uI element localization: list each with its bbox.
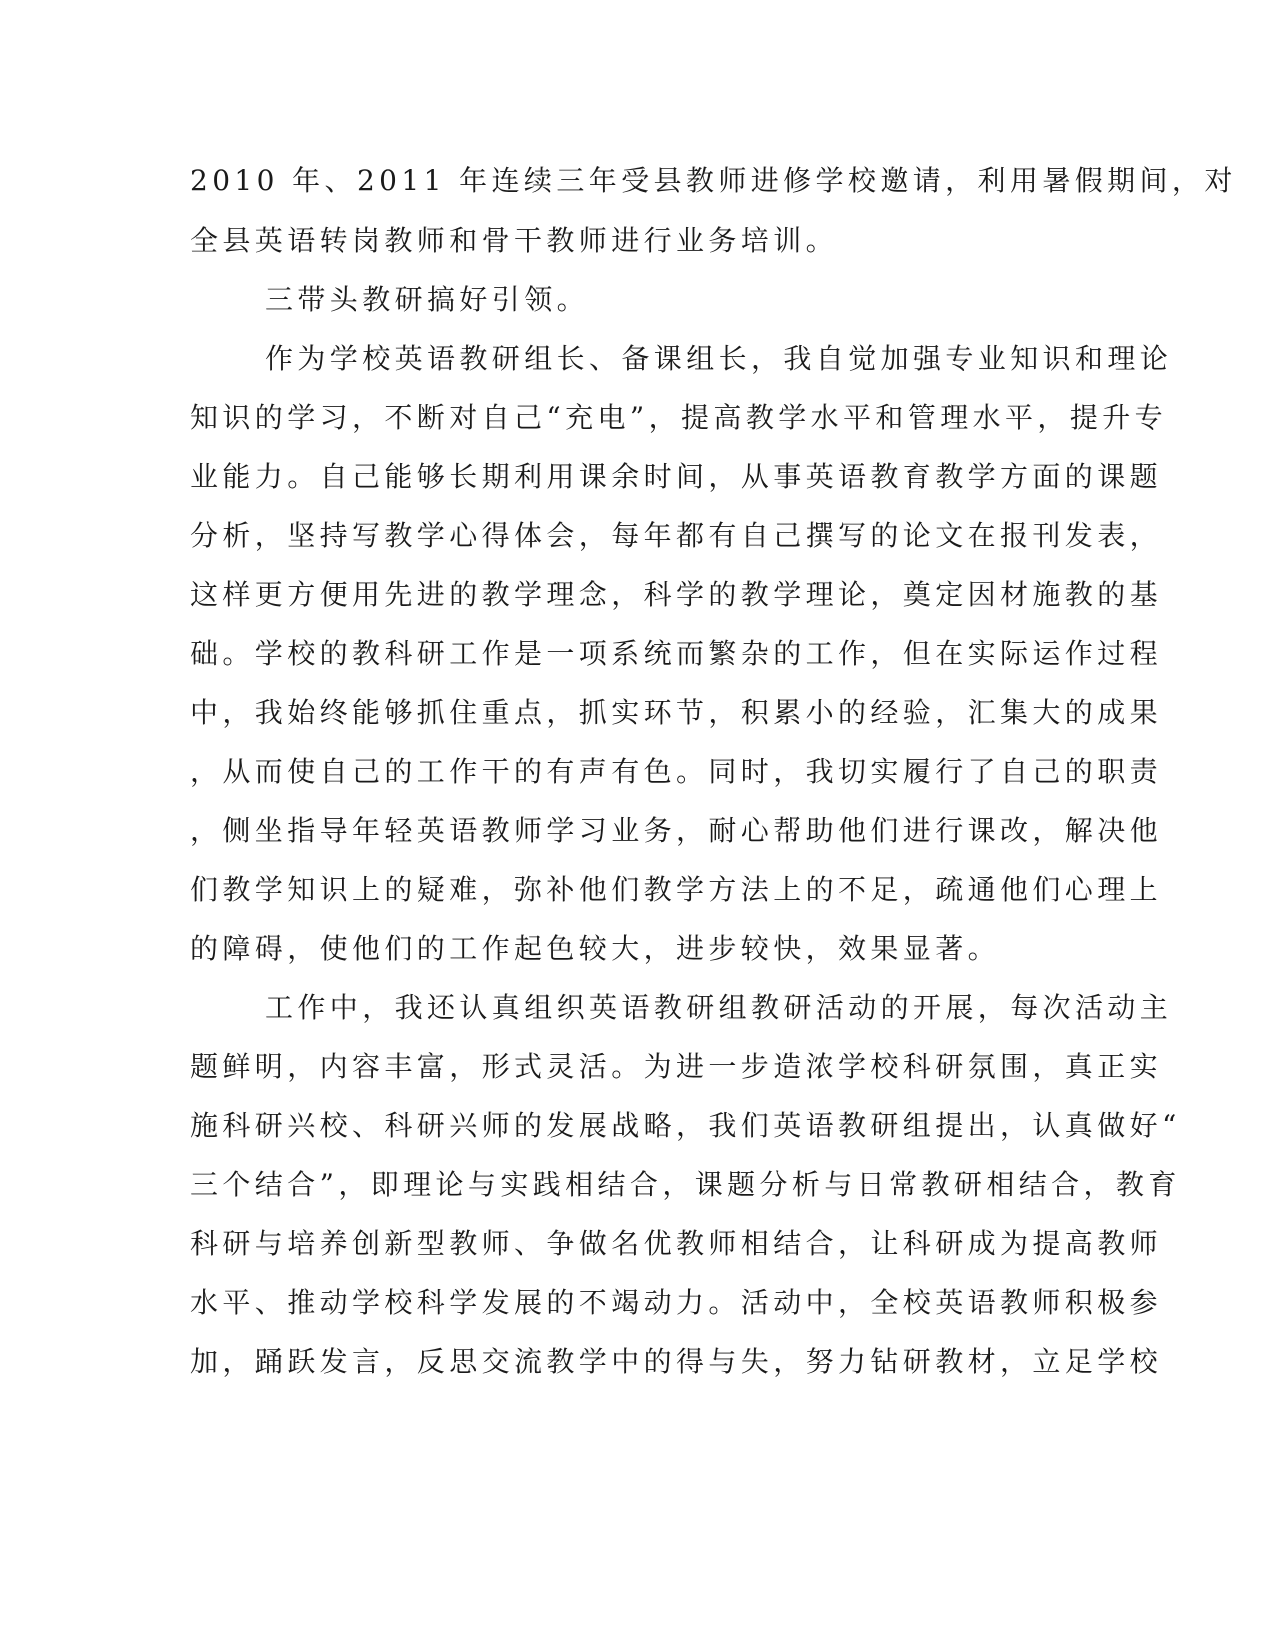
text-line: 全县英语转岗教师和骨干教师进行业务培训。 bbox=[190, 224, 839, 257]
section-heading: 三带头教研搞好引领。 bbox=[265, 283, 590, 316]
text-line: ，侧坐指导年轻英语教师学习业务，耐心帮助他们进行课改，解决他 bbox=[190, 814, 1163, 847]
paragraph-first-line: 工作中，我还认真组织英语教研组教研活动的开展，每次活动主 bbox=[265, 991, 1173, 1024]
text-line: 科研与培养创新型教师、争做名优教师相结合，让科研成为提高教师 bbox=[190, 1227, 1163, 1260]
text-line: 2010 年、2011 年连续三年受县教师进修学校邀请，利用暑假期间，对 bbox=[190, 164, 1237, 197]
text-line: 三个结合”，即理论与实践相结合，课题分析与日常教研相结合，教育 bbox=[190, 1168, 1181, 1201]
text-line: 分析，坚持写教学心得体会，每年都有自己撰写的论文在报刊发表， bbox=[190, 519, 1163, 552]
text-line: ，从而使自己的工作干的有声有色。同时，我切实履行了自己的职责 bbox=[190, 755, 1163, 788]
text-line: 这样更方便用先进的教学理念，科学的教学理论，奠定因材施教的基 bbox=[190, 578, 1163, 611]
text-line: 们教学知识上的疑难，弥补他们教学方法上的不足，疏通他们心理上 bbox=[190, 873, 1163, 906]
text-line: 的障碍，使他们的工作起色较大，进步较快，效果显著。 bbox=[190, 932, 1001, 965]
text-line: 中，我始终能够抓住重点，抓实环节，积累小的经验，汇集大的成果 bbox=[190, 696, 1163, 729]
text-line: 业能力。自己能够长期利用课余时间，从事英语教育教学方面的课题 bbox=[190, 460, 1163, 493]
paragraph-first-line: 作为学校英语教研组长、备课组长，我自觉加强专业知识和理论 bbox=[265, 342, 1173, 375]
text-line: 题鲜明，内容丰富，形式灵活。为进一步造浓学校科研氛围，真正实 bbox=[190, 1050, 1163, 1083]
text-line: 知识的学习，不断对自己“充电”，提高教学水平和管理水平，提升专 bbox=[190, 401, 1168, 434]
text-line: 水平、推动学校科学发展的不竭动力。活动中，全校英语教师积极参 bbox=[190, 1286, 1163, 1319]
text-line: 加，踊跃发言，反思交流教学中的得与失，努力钻研教材，立足学校 bbox=[190, 1345, 1163, 1378]
text-line: 施科研兴校、科研兴师的发展战略，我们英语教研组提出，认真做好“ bbox=[190, 1109, 1181, 1142]
text-line: 础。学校的教科研工作是一项系统而繁杂的工作，但在实际运作过程 bbox=[190, 637, 1163, 670]
